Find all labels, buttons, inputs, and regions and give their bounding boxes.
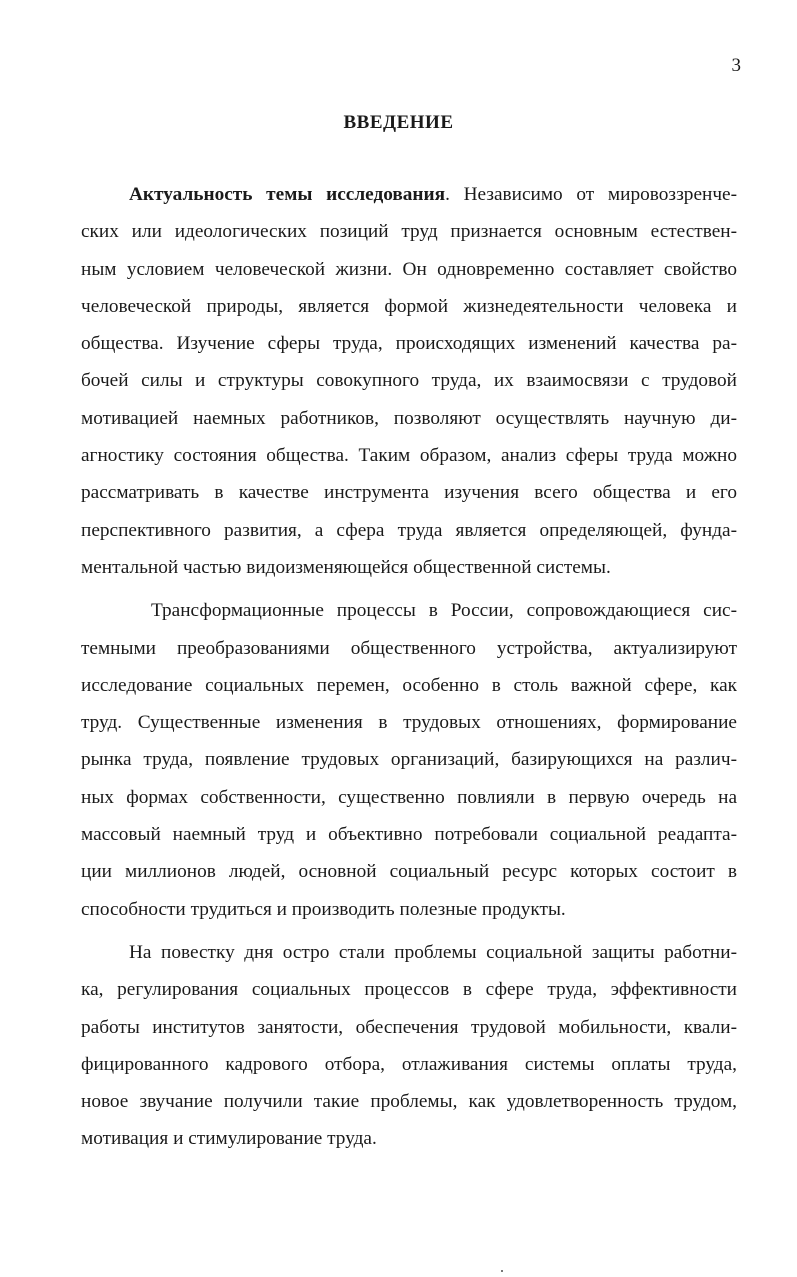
section-title: ВВЕДЕНИЕ xyxy=(343,112,454,133)
paragraph-line: общества. Изучение сферы труда, происходящих изменений качества ра- xyxy=(81,333,737,355)
scan-speck xyxy=(501,1270,503,1272)
paragraph-line: перспективного развития, а сфера труда является определяющей, фунда- xyxy=(81,519,737,541)
lead-heading: Актуальность темы исследования xyxy=(129,184,446,205)
paragraph-line: темными преобразованиями общественного устройства, актуализируют xyxy=(81,637,737,659)
paragraph-line: труд. Существенные изменения в трудовых отношениях, формирование xyxy=(81,712,737,734)
paragraph-relevance xyxy=(81,176,737,586)
paragraph-line: На повестку дня остро стали проблемы социальной защиты работни- xyxy=(129,941,737,963)
paragraph-line: ным условием человеческой жизни. Он одновременно составляет свойство xyxy=(81,258,737,280)
paragraph-line: бочей силы и структуры совокупного труда, их взаимосвязи с трудовой xyxy=(81,370,737,392)
paragraph-line: человеческой природы, является формой жизнедеятельности человека и xyxy=(81,295,737,317)
paragraph-line: ских или идеологических позиций труд признается основным естествен- xyxy=(81,221,737,243)
line-text: . Независимо от мировоззренче- xyxy=(445,184,737,205)
paragraph-line: работы институтов занятости, обеспечения трудовой мобильности, квали- xyxy=(81,1016,737,1038)
paragraph-line: исследование социальных перемен, особенно в столь важной сфере, как xyxy=(81,674,737,696)
paragraph-line xyxy=(81,176,737,213)
paragraph-agenda xyxy=(81,934,737,1158)
paragraph-transformation xyxy=(81,592,737,928)
paragraph-line: агностику состояния общества. Таким образом, анализ сферы труда можно xyxy=(81,445,737,467)
paragraph-line: способности трудиться и производить полезные продукты. xyxy=(81,898,566,920)
paragraph-line: рынка труда, появление трудовых организаций, базирующихся на различ- xyxy=(81,749,737,771)
paragraph-line: рассматривать в качестве инструмента изучения всего общества и его xyxy=(81,482,737,504)
paragraph-line: ных формах собственности, существенно повлияли в первую очередь на xyxy=(81,786,737,808)
paragraph-line: мотивацией наемных работников, позволяют осуществлять научную ди- xyxy=(81,407,737,429)
paragraph-line: ка, регулирования социальных процессов в сфере труда, эффективности xyxy=(81,979,737,1001)
paragraph-line: новое звучание получили такие проблемы, как удовлетворенность трудом, xyxy=(81,1091,737,1113)
paragraph-line: Трансформационные процессы в России, сопровождающиеся сис- xyxy=(151,600,737,622)
paragraph-line: мотивация и стимулирование труда. xyxy=(81,1128,377,1150)
paragraph-line: ментальной частью видоизменяющейся общественной системы. xyxy=(81,556,611,578)
paragraph-line: ции миллионов людей, основной социальный ресурс которых состоит в xyxy=(81,861,737,883)
body-text xyxy=(81,176,737,1158)
page-number: 3 xyxy=(731,55,741,76)
paragraph-line: фицированного кадрового отбора, отлаживания системы оплаты труда, xyxy=(81,1053,737,1075)
paragraph-line: массовый наемный труд и объективно потребовали социальной реадапта- xyxy=(81,824,737,846)
